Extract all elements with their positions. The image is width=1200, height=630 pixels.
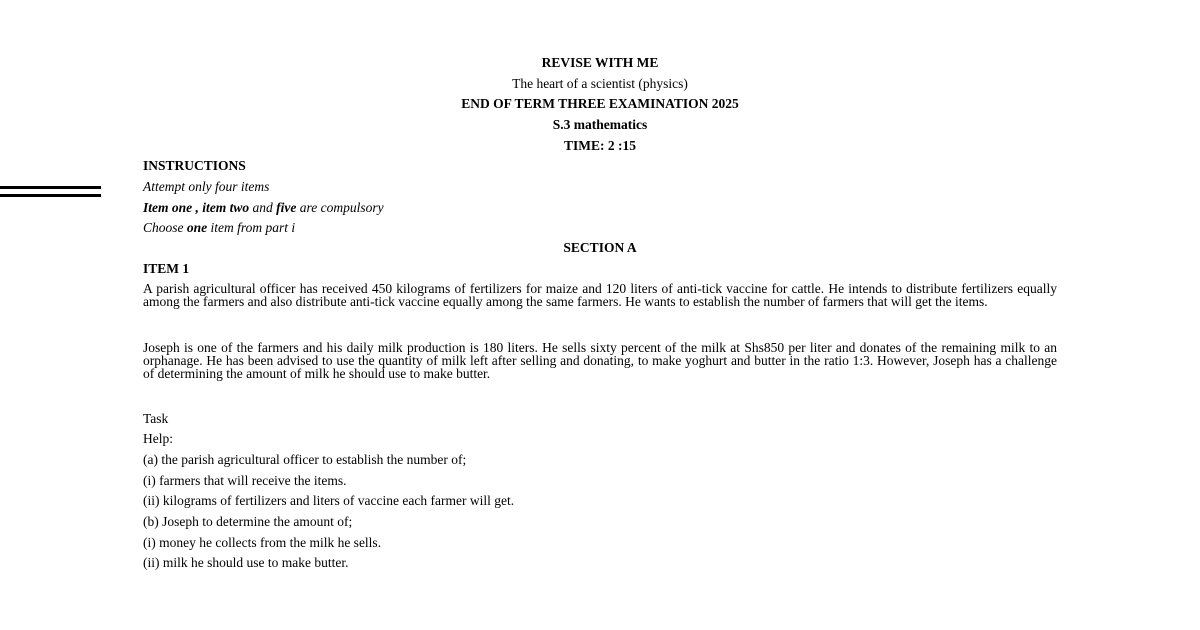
instruction-line-3-end: item from part i	[207, 220, 296, 235]
instructions-heading: INSTRUCTIONS	[143, 158, 246, 173]
document-title: REVISE WITH ME	[541, 55, 659, 70]
instruction-line-3-bold: one	[186, 220, 208, 235]
task-line: (i) money he collects from the milk he sells.	[143, 535, 382, 550]
exam-title: END OF TERM THREE EXAMINATION 2025	[461, 96, 739, 111]
instruction-line-3-start: Choose	[143, 220, 187, 235]
document-subtitle: The heart of a scientist (physics)	[512, 76, 688, 91]
task-line: (a) the parish agricultural officer to establish the number of;	[143, 452, 467, 467]
instruction-line-1: Attempt only four items	[143, 179, 270, 194]
item-heading: ITEM 1	[143, 261, 190, 276]
instruction-line-2-bold: Item one , item two	[143, 200, 250, 215]
instruction-line-2-mid: and	[249, 200, 277, 215]
task-line: (i) farmers that will receive the items.	[143, 473, 347, 488]
task-line: (ii) milk he should use to make butter.	[143, 555, 349, 570]
instruction-line-2-end: are compulsory	[296, 200, 384, 215]
instruction-line-3	[143, 220, 295, 236]
scenario-paragraph-1: A parish agricultural officer has received 450 kilograms of fertilizers for maize and 120 liters of anti-tick vaccine for cattle. He intends to distribute fertilizers equally among the farmers and also distribute anti-tick vaccine equally among the same farmers. He wants to establish the number of farmers that will get the items.	[143, 281, 1057, 309]
instruction-line-2	[143, 200, 384, 216]
section-heading: SECTION A	[563, 240, 637, 255]
subject-label: S.3 mathematics	[552, 117, 648, 132]
left-rule-bottom	[0, 194, 101, 197]
time-label: TIME: 2 :15	[564, 138, 636, 153]
instruction-line-2-bold-2: five	[276, 200, 297, 215]
task-line: (b) Joseph to determine the amount of;	[143, 514, 353, 529]
task-line: (ii) kilograms of fertilizers and liters of vaccine each farmer will get.	[143, 493, 515, 508]
task-label: Task	[143, 411, 169, 426]
scenario-paragraph-2: Joseph is one of the farmers and his daily milk production is 180 liters. He sells sixty percent of the milk at Shs850 per liter and donates of the remaining milk to an orphanage. He has been advised to use the quantity of milk left after selling and donating, to make yoghurt and butter in the ratio 1:3. However, Joseph has a challenge of determining the amount of milk he should use to make butter.	[143, 340, 1057, 381]
left-rule-top	[0, 186, 101, 189]
help-label: Help:	[143, 431, 173, 446]
